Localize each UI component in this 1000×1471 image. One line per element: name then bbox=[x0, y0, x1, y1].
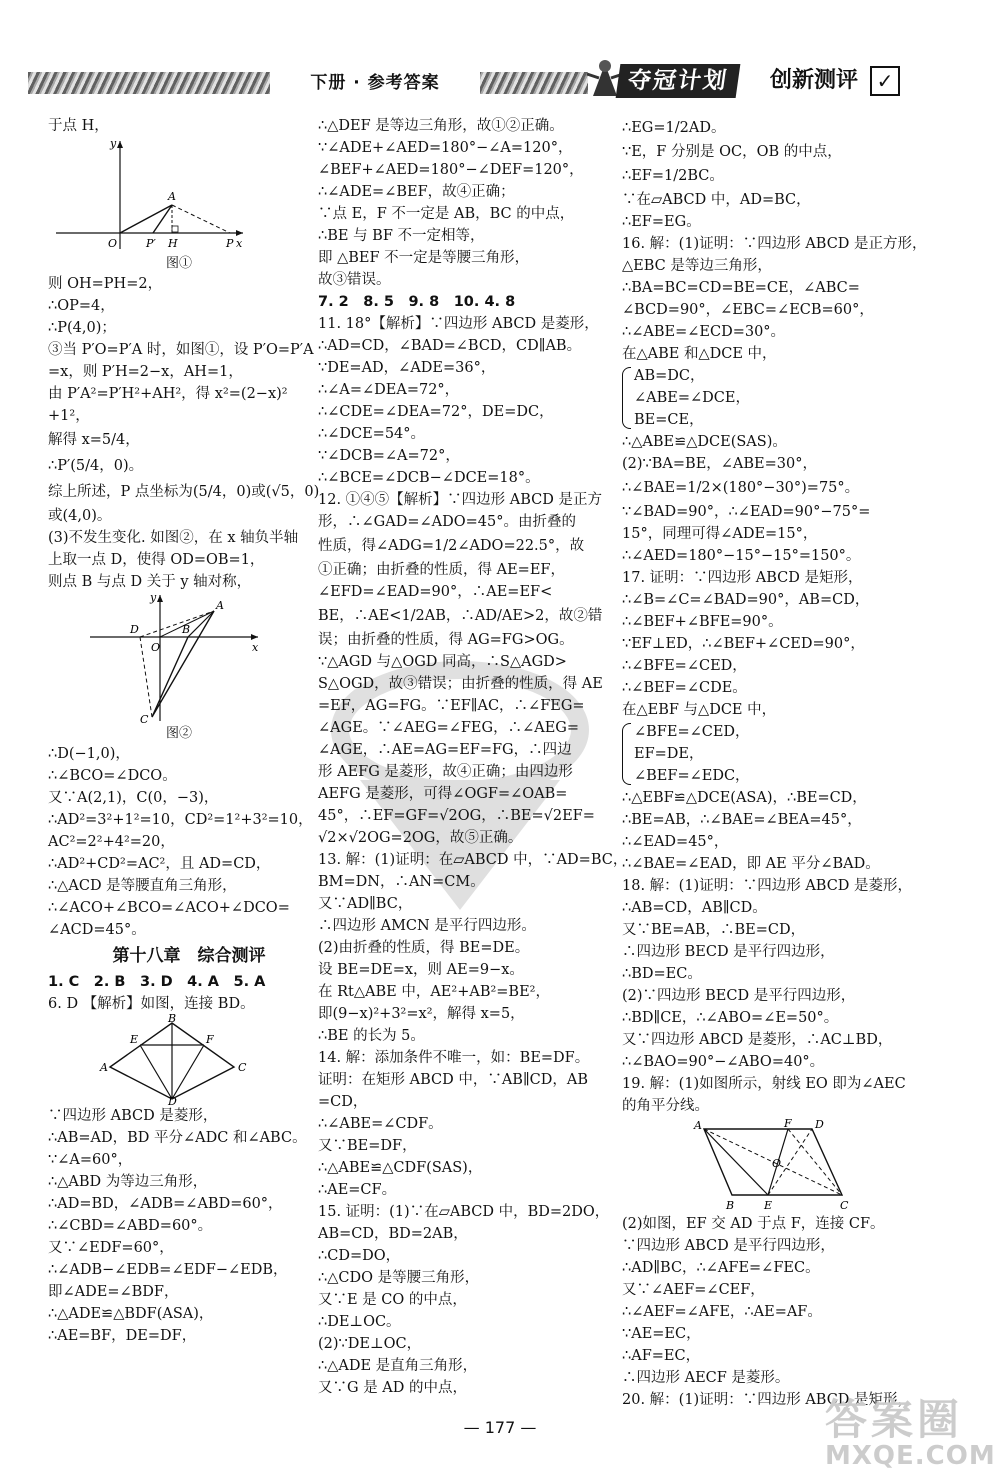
text-line: ∴四边形 AMCN 是平行四边形。 bbox=[318, 918, 536, 934]
text-line: ∴∠CBD=∠ABD=60°。 bbox=[48, 1218, 213, 1234]
text-line: ∴∠ABE=∠CDF。 bbox=[318, 1116, 443, 1132]
equation-system bbox=[622, 365, 904, 431]
text-line: ∴BE 与 BF 不一定相等， bbox=[318, 228, 485, 244]
text-line: ∴AB=AD，BD 平分∠ADC 和∠ABC。 bbox=[48, 1130, 307, 1146]
point-label-f: F bbox=[206, 1033, 214, 1046]
watermark-url: MXQE.COM bbox=[825, 1441, 996, 1471]
text-line: 性质，得∠ADG=1/2∠ADO=22.5°，故 bbox=[318, 538, 585, 554]
text-line: 则 OH=PH=2， bbox=[48, 276, 163, 292]
text-line: ∴AD²=3²+1²=10，CD²=1²+3²=10， bbox=[48, 812, 313, 828]
text-line: ∴∠ABE=∠ECD=30°。 bbox=[622, 324, 786, 340]
site-watermark bbox=[825, 1395, 996, 1471]
watermark-title: 答案圈 bbox=[825, 1395, 964, 1444]
text-line: 即 △BEF 不一定是等腰三角形， bbox=[318, 250, 530, 266]
text-line: 又∵四边形 ABCD 是菱形，∴AC⊥BD， bbox=[622, 1032, 893, 1048]
text-line: ∴∠B=∠C=∠BAD=90°，AB=CD， bbox=[622, 592, 870, 608]
text-line: ∴∠BAE=1/2×(180°−30°)=75°。 bbox=[622, 480, 860, 496]
figure-2-diagram bbox=[48, 591, 259, 726]
text-line: √2×√2OG=2OG，故⑤正确。 bbox=[318, 830, 523, 846]
point-label-p-prime: P′ bbox=[146, 237, 156, 250]
point-label-o: O bbox=[108, 237, 118, 250]
text-line: ∴OP=4， bbox=[48, 298, 115, 314]
point-label-h: H bbox=[168, 237, 178, 250]
text-line: 即∠ADE=∠BDF， bbox=[48, 1284, 179, 1300]
text-line: ∵AE=EC， bbox=[622, 1326, 701, 1342]
point-label-b: B bbox=[182, 623, 191, 636]
text-line: AB=DC， bbox=[634, 368, 705, 384]
text-line: ∵四边形 ABCD 是菱形， bbox=[48, 1108, 218, 1124]
text-line: ∴AD∥BC，∴∠AFE=∠FEC。 bbox=[622, 1260, 820, 1276]
point-label-a: A bbox=[694, 1119, 702, 1132]
text-line: ∠BEF+∠AED=180°−∠DEF=120°， bbox=[318, 162, 584, 178]
text-line: ∴∠ADB−∠EDB=∠EDF−∠EDB， bbox=[48, 1262, 288, 1278]
text-line: 又∵BE=AB，∴BE=CD， bbox=[622, 922, 806, 938]
text-line: 又∵AD∥BC， bbox=[318, 896, 413, 912]
text-line: 18. 解：(1)证明：∵四边形 ABCD 是菱形， bbox=[622, 878, 913, 894]
text-line: ∴AB=CD，AB∥CD。 bbox=[622, 900, 767, 916]
point-label-a: A bbox=[216, 599, 224, 612]
point-label-d: D bbox=[168, 1095, 177, 1108]
text-line: ∴AD=BD，∠ADB=∠ABD=60°， bbox=[48, 1196, 283, 1212]
answer-column-left bbox=[48, 115, 320, 1347]
text-line: ∴P′(5/4，0)。 bbox=[48, 458, 144, 474]
text-line: 1. C 2. B 3. D 4. A 5. A bbox=[48, 974, 266, 990]
text-line: 12. ①④⑤【解析】∵四边形 ABCD 是正方 bbox=[318, 492, 603, 508]
text-line: 上取一点 D，使得 OD=OB=1， bbox=[48, 552, 265, 568]
text-line: AC²=2²+4²=20， bbox=[48, 834, 175, 850]
header-section-title: 下册 · 参考答案 bbox=[270, 70, 480, 96]
brand-logo: 夺冠计划 bbox=[616, 64, 741, 98]
figure-caption: 图② bbox=[165, 726, 192, 741]
text-line: ∵△AGD 与△OGD 同高，∴S△AGD> bbox=[318, 654, 567, 670]
text-line: ∴AD=CD，∠BAD=∠BCD，CD∥AB。 bbox=[318, 338, 582, 354]
text-line: ∴BE=AB，∴∠BAE=∠BEA=45°， bbox=[622, 812, 862, 828]
figure-parallelogram-diagram bbox=[622, 1117, 882, 1213]
text-line: 13. 解：(1)证明：在▱ABCD 中，∵AD=BC， bbox=[318, 852, 628, 868]
text-line: ∴∠BAO=90°−∠ABO=40°。 bbox=[622, 1054, 825, 1070]
equation-system bbox=[622, 721, 904, 787]
text-line: ∴△CDO 是等腰三角形， bbox=[318, 1270, 480, 1286]
text-line: ∴△ADE 是直角三角形， bbox=[318, 1358, 478, 1374]
axis-label-y: y bbox=[150, 591, 157, 604]
text-line: ∵四边形 ABCD 是平行四边形， bbox=[622, 1238, 835, 1254]
text-line: ∴∠BCE=∠DCB−∠DCE=18°。 bbox=[318, 470, 540, 486]
figure-caption: 图① bbox=[165, 256, 192, 271]
axis-label-x: x bbox=[252, 641, 259, 654]
text-line: 又∵G 是 AD 的中点， bbox=[318, 1380, 468, 1396]
brace-icon bbox=[622, 723, 631, 785]
text-line: ∠BCD=90°，∠EBC=∠ECB=60°， bbox=[622, 302, 874, 318]
text-line: 7. 2 8. 5 9. 8 10. 4. 8 bbox=[318, 294, 516, 310]
text-line: (2)∵DE⊥OC， bbox=[318, 1336, 422, 1352]
text-line: ∴四边形 BECD 是平行四边形， bbox=[622, 944, 835, 960]
answer-column-right bbox=[622, 115, 927, 1411]
text-line: 16. 解：(1)证明：∵四边形 ABCD 是正方形， bbox=[622, 236, 927, 252]
text-line: ∴AD²+CD²=AC²，且 AD=CD， bbox=[48, 856, 271, 872]
point-label-a: A bbox=[100, 1061, 108, 1074]
text-line: 在△ABE 和△DCE 中， bbox=[622, 346, 777, 362]
text-line: 又∵E 是 CO 的中点， bbox=[318, 1292, 467, 1308]
text-line: 又∵∠AEF=∠CEF， bbox=[622, 1282, 765, 1298]
text-line: 证明：在矩形 ABCD 中，∵AB∥CD，AB bbox=[318, 1072, 589, 1088]
text-line: 的角平分线。 bbox=[622, 1098, 709, 1114]
axis-label-x: x bbox=[236, 237, 243, 250]
text-line: ∵∠A=60°， bbox=[48, 1152, 133, 1168]
text-line: ∵∠ADE+∠AED=180°−∠A=120°， bbox=[318, 140, 573, 156]
point-label-c: C bbox=[238, 1061, 247, 1074]
text-line: (2)如图，EF 交 AD 于点 F，连接 CF。 bbox=[622, 1216, 885, 1232]
text-line: ∵E，F 分别是 OC，OB 的中点， bbox=[622, 144, 842, 160]
text-line: ∠AGE，∴AE=AG=EF=FG，∴四边 bbox=[318, 742, 572, 758]
text-line: ∴BD=EC。 bbox=[622, 966, 702, 982]
point-label-f: F bbox=[784, 1117, 792, 1130]
text-line: ∴∠BEF=∠CDE。 bbox=[622, 680, 747, 696]
text-line: ∴∠EAD=45°， bbox=[622, 834, 729, 850]
text-line: ∴BA=BC=CD=BE=CE，∠ABC= bbox=[622, 280, 860, 296]
text-line: ∠ABE=∠DCE， bbox=[634, 390, 750, 406]
page-number: — 177 — bbox=[463, 1418, 537, 1437]
text-line: ∵DE=AD，∠ADE=36°， bbox=[318, 360, 496, 376]
text-line: ∴∠CDE=∠DEA=72°，DE=DC， bbox=[318, 404, 554, 420]
text-line: ∴AE=CF。 bbox=[318, 1182, 397, 1198]
text-line: 设 BE=DE=x，则 AE=9−x。 bbox=[318, 962, 524, 978]
text-line: 由 P′A²=P′H²+AH²，得 x²=(2−x)² bbox=[48, 386, 288, 402]
text-line: 20. 解：(1)证明：∵四边形 ABCD 是矩形， bbox=[622, 1392, 913, 1408]
brace-icon bbox=[622, 367, 631, 429]
text-line: ∴CD=DO， bbox=[318, 1248, 401, 1264]
text-line: ①正确；由折叠的性质，得 AE=EF， bbox=[318, 562, 565, 578]
text-line: 即(9−x)²+3²=x²，解得 x=5， bbox=[318, 1006, 525, 1022]
text-line: 则点 B 与点 D 关于 y 轴对称， bbox=[48, 574, 252, 590]
point-label-o: O bbox=[772, 1157, 782, 1170]
text-line: ∠EFD=∠EAD=90°，∴AE=EF< bbox=[318, 584, 553, 600]
text-line: 形，∴∠GAD=∠ADO=45°。由折叠的 bbox=[318, 514, 576, 530]
text-line: 14. 解：添加条件不唯一，如：BE=DF。 bbox=[318, 1050, 590, 1066]
text-line: ∴AF=EC， bbox=[622, 1348, 701, 1364]
text-line: AB=CD，BD=2AB， bbox=[318, 1226, 468, 1242]
brand-subtitle: 创新测评 bbox=[770, 68, 859, 93]
text-line: 15°，同理可得∠ADE=15°， bbox=[622, 526, 818, 542]
text-line: 于点 H， bbox=[48, 118, 109, 134]
point-label-c: C bbox=[840, 1199, 849, 1212]
text-line: ∠AGE。∵∠AEG=∠FEG，∴∠AEG= bbox=[318, 720, 580, 736]
text-line: BE=CE， bbox=[634, 412, 704, 428]
check-icon: ✓ bbox=[870, 66, 900, 96]
point-label-d: D bbox=[130, 623, 139, 636]
text-line: ∠BEF=∠EDC， bbox=[634, 768, 750, 784]
text-line: ∴四边形 AECF 是菱形。 bbox=[622, 1370, 790, 1386]
answer-column-middle bbox=[318, 115, 628, 1399]
point-label-e: E bbox=[130, 1033, 139, 1046]
text-line: AEFG 是菱形，可得∠OGF=∠OAB= bbox=[318, 786, 568, 802]
text-line: ∵点 E，F 不一定是 AB，BC 的中点， bbox=[318, 206, 575, 222]
text-line: 6. D 【解析】如图，连接 BD。 bbox=[48, 996, 255, 1012]
text-line: ∴EF=1/2BC。 bbox=[622, 168, 724, 184]
text-line: ∴AE=BF，DE=DF， bbox=[48, 1328, 197, 1344]
text-line: ∴∠AED=180°−15°−15°=150°。 bbox=[622, 548, 861, 564]
text-line: ∴∠ADE=∠BEF，故④正确； bbox=[318, 184, 515, 200]
text-line: 综上所述，P 点坐标为(5/4，0)或(√5，0) bbox=[48, 484, 320, 500]
text-line: ∵∠DCB=∠A=72°， bbox=[318, 448, 460, 464]
chapter-heading: 第十八章 综合测评 bbox=[112, 946, 266, 966]
text-line: ∴∠BCO=∠DCO。 bbox=[48, 768, 177, 784]
text-line: ∴△ABE≌△DCE(SAS)。 bbox=[622, 434, 787, 450]
text-line: ∴DE⊥OC。 bbox=[318, 1314, 401, 1330]
text-line: ∴△ABD 为等边三角形， bbox=[48, 1174, 208, 1190]
point-label-b: B bbox=[168, 1012, 177, 1025]
text-line: ∴EF=EG。 bbox=[622, 214, 701, 230]
text-line: (2)由折叠的性质，得 BE=DE。 bbox=[318, 940, 530, 956]
figure-rhombus-diagram bbox=[48, 1012, 248, 1108]
text-line: 故③错误。 bbox=[318, 272, 391, 288]
text-line: 在△EBF 与△DCE 中， bbox=[622, 702, 777, 718]
text-line: 15. 证明：(1)∵在▱ABCD 中，BD=2DO， bbox=[318, 1204, 610, 1220]
text-line: BM=DN，∴AN=CM。 bbox=[318, 874, 485, 890]
text-line: S△OGD，故③错误；由折叠的性质，得 AE bbox=[318, 676, 603, 692]
text-line: 19. 解：(1)如图所示，射线 EO 即为∠AEC bbox=[622, 1076, 906, 1092]
page-header bbox=[0, 0, 1000, 108]
text-line: 又∵∠EDF=60°， bbox=[48, 1240, 174, 1256]
point-label-p: P bbox=[226, 237, 234, 250]
text-line: ∠BFE=∠CED， bbox=[634, 724, 750, 740]
text-line: ∴△ACD 是等腰直角三角形， bbox=[48, 878, 237, 894]
text-line: 45°，∴EF=GF=√2OG，∴BE=√2EF= bbox=[318, 808, 595, 824]
text-line: =x，则 P′H=2−x，AH=1， bbox=[48, 364, 243, 380]
text-line: 形 AEFG 是菱形，故④正确；由四边形 bbox=[318, 764, 573, 780]
text-line: (2)∵四边形 BECD 是平行四边形， bbox=[622, 988, 856, 1004]
text-line: ∴△EBF≌△DCE(ASA)，∴BE=CD， bbox=[622, 790, 867, 806]
text-line: ∠ACD=45°。 bbox=[48, 922, 146, 938]
point-label-c: C bbox=[140, 713, 149, 726]
text-line: ∴∠A=∠DEA=72°， bbox=[318, 382, 460, 398]
figure-1-diagram bbox=[48, 137, 248, 255]
text-line: ∴P(4,0)； bbox=[48, 320, 116, 336]
text-line: EF=DE， bbox=[634, 746, 704, 762]
point-label-d: D bbox=[815, 1118, 824, 1131]
text-line: ∴∠ACO+∠BCO=∠ACO+∠DCO= bbox=[48, 900, 290, 916]
text-line: BE，∴AE<1/2AB，∴AD/AE>2，故②错 bbox=[318, 608, 603, 624]
text-line: ∴BE 的长为 5。 bbox=[318, 1028, 425, 1044]
text-line: =EF，AG=FG。∵EF∥AC，∴∠FEG= bbox=[318, 698, 585, 714]
point-label-e: E bbox=[764, 1199, 773, 1212]
text-line: 或(4,0)。 bbox=[48, 508, 112, 524]
text-line: ∴∠BAE=∠EAD，即 AE 平分∠BAD。 bbox=[622, 856, 880, 872]
text-line: 在 Rt△ABE 中，AE²+AB²=BE²， bbox=[318, 984, 550, 1000]
text-line: △EBC 是等边三角形， bbox=[622, 258, 772, 274]
text-line: 又∵A(2,1)，C(0，−3)， bbox=[48, 790, 219, 806]
text-line: ∵∠BAD=90°，∴∠EAD=90°−75°= bbox=[622, 504, 871, 520]
text-line: 17. 证明：∵四边形 ABCD 是矩形， bbox=[622, 570, 863, 586]
text-line: ∴EG=1/2AD。 bbox=[622, 120, 726, 136]
text-line: (2)∵BA=BE，∠ABE=30°， bbox=[622, 456, 817, 472]
text-line: ∴△ADE≌△BDF(ASA)， bbox=[48, 1306, 214, 1322]
text-line: ∴∠AEF=∠AFE，∴AE=AF。 bbox=[622, 1304, 822, 1320]
text-line: 11. 18°【解析】∵四边形 ABCD 是菱形， bbox=[318, 316, 599, 332]
text-line: ∴△ABE≌△CDF(SAS)， bbox=[318, 1160, 483, 1176]
text-line: ∴∠DCE=54°。 bbox=[318, 426, 426, 442]
text-line: ∴BD∥CE，∴∠ABO=∠E=50°。 bbox=[622, 1010, 839, 1026]
text-line: +1²， bbox=[48, 408, 90, 424]
text-line: ∴△DEF 是等边三角形，故①②正确。 bbox=[318, 118, 564, 134]
text-line: ∵EF⊥ED，∴∠BEF+∠CED=90°， bbox=[622, 636, 865, 652]
text-line: =CD， bbox=[318, 1094, 368, 1110]
text-line: ∵在▱ABCD 中，AD=BC， bbox=[622, 192, 811, 208]
point-label-a: A bbox=[168, 190, 176, 203]
text-line: ∴∠BEF+∠BFE=90°。 bbox=[622, 614, 783, 630]
point-label-o: O bbox=[151, 641, 161, 654]
axis-label-y: y bbox=[110, 137, 117, 150]
text-line: 又∵BE=DF， bbox=[318, 1138, 417, 1154]
point-label-b: B bbox=[726, 1199, 735, 1212]
text-line: ③当 P′O=P′A 时，如图①，设 P′O=P′A bbox=[48, 342, 314, 358]
text-line: ∴∠BFE=∠CED， bbox=[622, 658, 747, 674]
text-line: (3)不发生变化. 如图②，在 x 轴负半轴 bbox=[48, 530, 299, 546]
text-line: 解得 x=5/4， bbox=[48, 432, 140, 448]
text-line: 误；由折叠的性质，得 AG=FG>OG。 bbox=[318, 632, 574, 648]
text-line: ∴D(−1,0)， bbox=[48, 746, 130, 762]
